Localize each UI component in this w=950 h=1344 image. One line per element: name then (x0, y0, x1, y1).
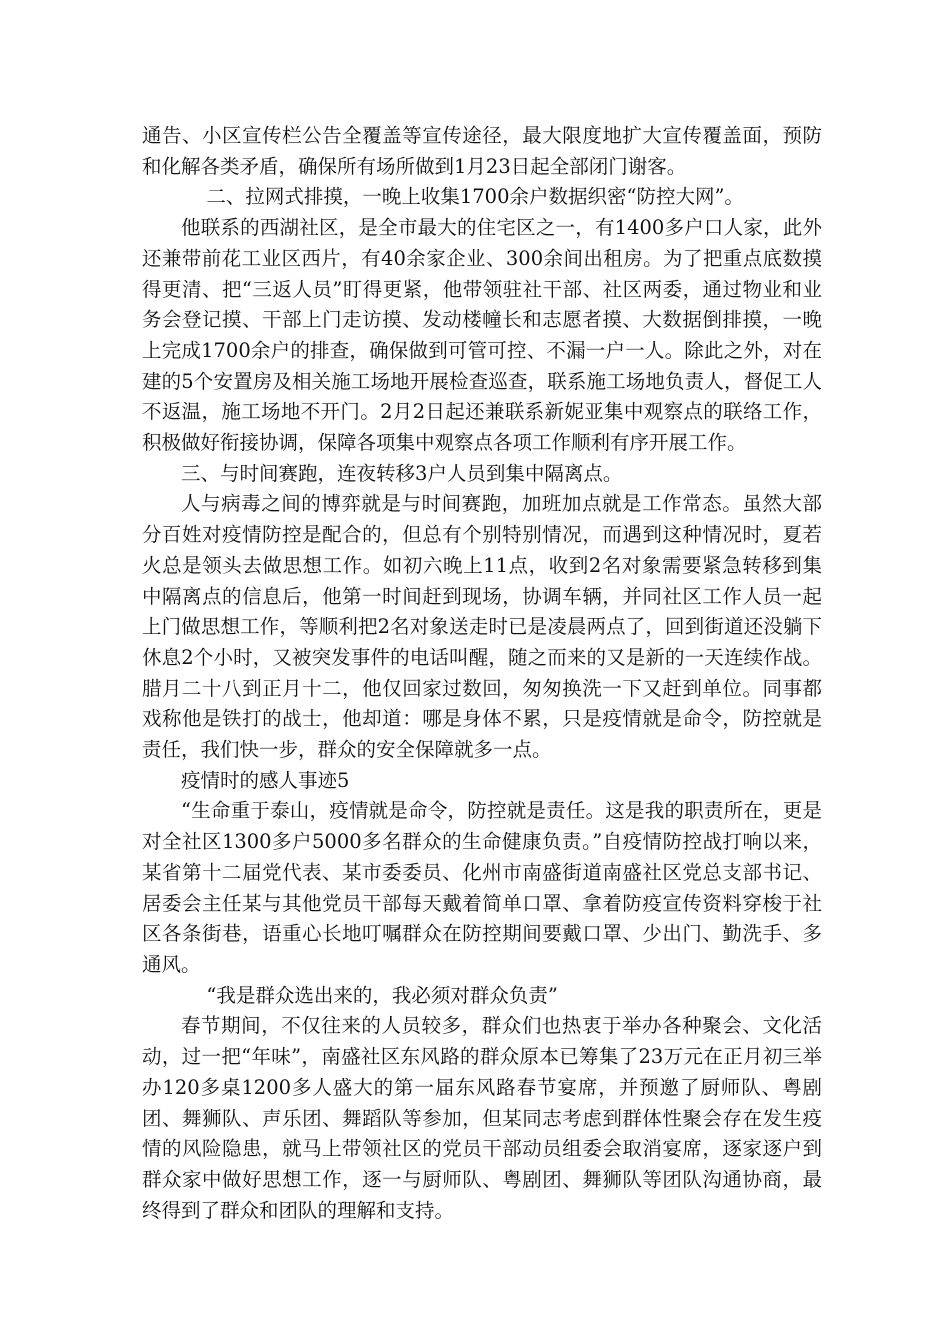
document-body (142, 121, 822, 1226)
quote-subtitle: “我是群众选出来的，我必须对群众负责” (206, 983, 558, 1007)
paragraph-spring-festival: 春节期间，不仅往来的人员较多，群众们也热衷于举办各种聚会、文化活动，过一把“年味”，南盛社区东风路的群众原本已筹集了23万元在正月初三举办120多桌1200多人盛大的第一届东风路春节宴席，并预邀了厨师队、粤剧团、舞狮队、声乐团、舞蹈队等参加，但某同志考虑到群体性聚会存在发生疫情的风险隐患，就马上带领社区的党员干部动员组委会取消宴席，逐家逐户到群众家中做好思想工作，逐一与厨师队、粤剧团、舞狮队等团队沟通协商，最终得到了群众和团队的理解和支持。 (142, 1014, 822, 1222)
section-heading-two: 二、拉网式排摸，一晚上收集1700余户数据织密“防控大网”。 (206, 185, 744, 209)
paragraph-continuation: 通告、小区宣传栏公告全覆盖等宣传途径，最大限度地扩大宣传覆盖面，预防和化解各类矛盾，确保所有场所做到1月23日起全部闭门谢客。 (142, 124, 822, 178)
paragraph-life-over-mountain: “生命重于泰山，疫情就是命令，防控就是责任。这是我的职责所在，更是对全社区1300多户5000多名群众的生命健康负责。”自疫情防控战打响以来，某省第十二届党代表、某市委委员、化州市南盛街道南盛社区党总支部书记、居委会主任某与其他党员干部每天戴着简单口罩、拿着防疫宣传资料穿梭于社区各条街巷，语重心长地叮嘱群众在防控期间要戴口罩、少出门、勤洗手、多通风。 (142, 799, 822, 976)
paragraph-xihu-community: 他联系的西湖社区，是全市最大的住宅区之一，有1400多户口人家，此外还兼带前花工业区西片，有40余家企业、300余间出租房。为了把重点底数摸得更清、把“三返人员”盯得更紧，他带领驻社干部、社区两委，通过物业和业务会登记摸、干部上门走访摸、发动楼幢长和志愿者摸、大数据倒排摸，一晚上完成1700余户的排查，确保做到可管可控、不漏一户一人。除此之外，对在建的5个安置房及相关施工场地开展检查巡查，联系施工场地负责人，督促工人不返温，施工场地不开门。2月2日起还兼联系新妮亚集中观察点的联络工作，积极做好衔接协调，保障各项集中观察点各项工作顺利有序开展工作。 (142, 216, 822, 455)
section-heading-three: 三、与时间赛跑，连夜转移3户人员到集中隔离点。 (181, 461, 623, 485)
paragraph-race-against-time: 人与病毒之间的博弈就是与时间赛跑，加班加点就是工作常态。虽然大部分百姓对疫情防控是配合的，但总有个别特别情况，而遇到这种情况时，夏若火总是领头去做思想工作。如初六晚上11点，收到2名对象需要紧急转移到集中隔离点的信息后，他第一时间赶到现场，协调车辆，并同社区工作人员一起上门做思想工作，等顺利把2名对象送走时已是凌晨两点了，回到街道还没躺下休息2个小时，又被突发事件的电话叫醒，随之而来的又是新的一天连续作战。腊月二十八到正月十二，他仅回家过数回，匆匆换洗一下又赶到单位。同事都戏称他是铁打的战士，他却道：哪是身体不累，只是疫情就是命令，防控就是责任，我们快一步，群众的安全保障就多一点。 (142, 492, 822, 762)
story-title-5: 疫情时的感人事迹5 (181, 768, 350, 792)
